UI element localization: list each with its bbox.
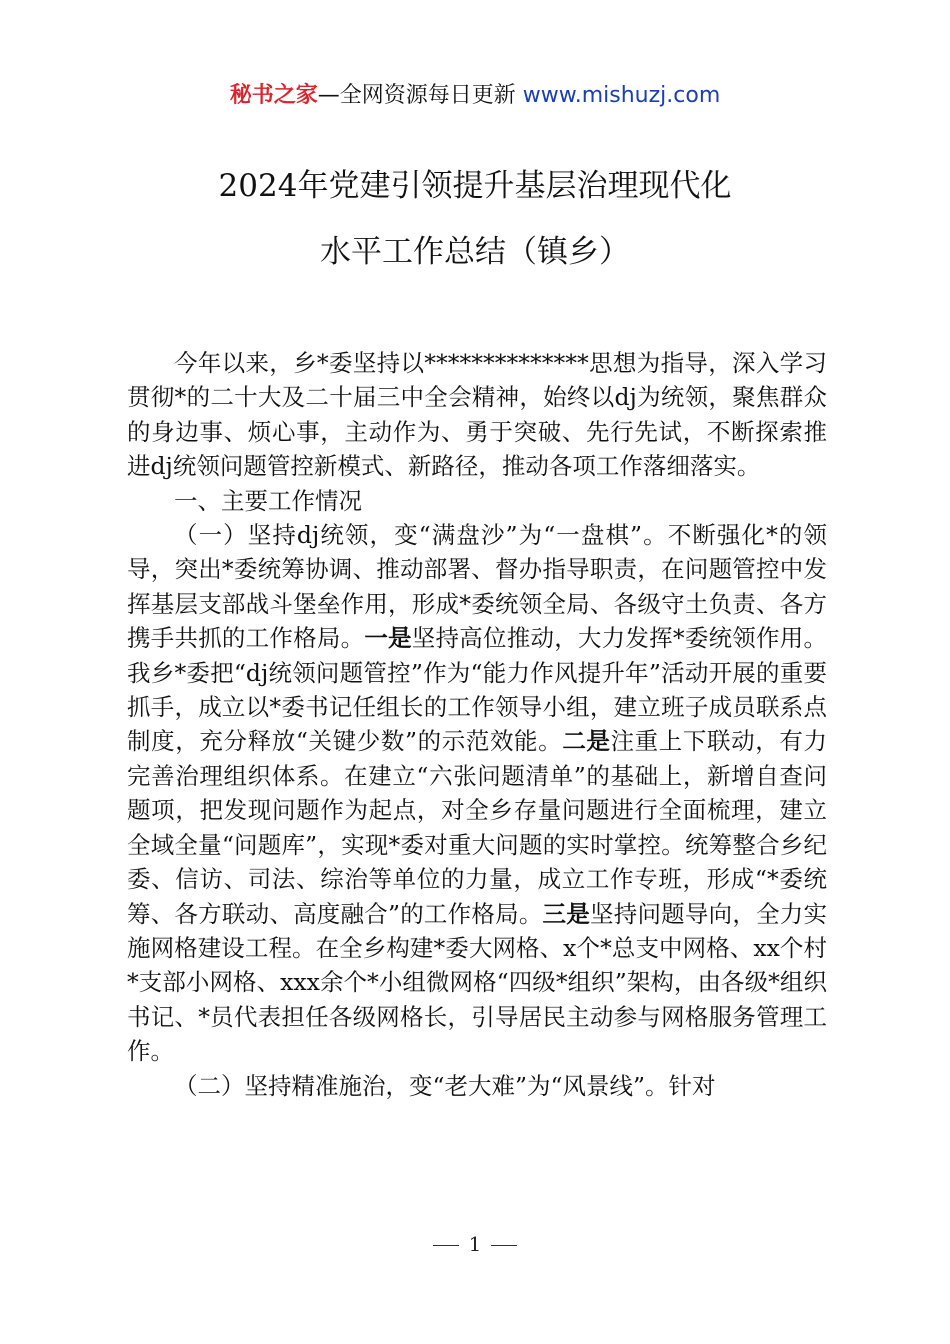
page-footer — [0, 1232, 950, 1256]
footer-dash-left — [433, 1245, 459, 1246]
site-brand: 秘书之家 — [229, 83, 318, 108]
page-number: 1 — [468, 1232, 482, 1256]
footer-dash-right — [491, 1245, 517, 1246]
point2-text: 注重上下联动，有力完善治理组织体系。在建立“六张问题清单”的基础上，新增自查问题项，把发现问题作为起点，对全乡存量问题进行全面梳理，建立全域全量“问题库”，实现*委对重大问题的实时掌控。统筹整合乡纪委、信访、司法、综治等单位的力量，成立工作专班，形成“*委统筹、各方联动、高度融合”的工作格局。 — [127, 727, 828, 928]
subsection2-paragraph: （二）坚持精准施治，变“老大难”为“风景线”。针对 — [174, 1071, 716, 1100]
site-url-link[interactable]: www.mishuzj.com — [522, 83, 721, 108]
site-tagline: —全网资源每日更新 — [317, 83, 516, 108]
point3-label: 三是 — [542, 899, 590, 928]
document-title-line2: 水平工作总结（镇乡） — [320, 234, 630, 270]
point2-label: 二是 — [562, 727, 611, 756]
subsection1-text: （一）坚持dj统领，变“满盘沙”为“一盘棋”。不断强化*的领导，突出*委统筹协调、推动部署、督办指导职责，在问题管控中发挥基层支部战斗堡垒作用，形成*委统领全局、各级守土负责、各方携手共抓的工作格局。 — [127, 521, 827, 653]
point1-label: 一是 — [364, 624, 412, 653]
section-heading: 一、主要工作情况 — [174, 486, 362, 515]
point3-text: 坚持问题导向，全力实施网格建设工程。在全乡构建*委大网格、x个*总支中网格、xx个村*支部小网格、xxx余个*小组微网格“四级*组织”架构，由各级*组织书记、*员代表担任各级网格长，引导居民主动参与网格服务管理工作。 — [127, 899, 828, 1066]
document-body — [127, 346, 827, 1103]
site-header — [0, 80, 950, 112]
intro-paragraph: 今年以来，乡*委坚持以**************思想为指导，深入学习贯彻*的二十大及二十届三中全会精神，始终以dj为统领，聚焦群众的身边事、烦心事，主动作为、勇于突破、先行先试，不断探索推进dj统领问题管控新模式、新路径，推动各项工作落细落实。 — [127, 349, 827, 481]
point1-text: 坚持高位推动，大力发挥*委统领作用。我乡*委把“dj统领问题管控”作为“能力作风提升年”活动开展的重要抓手，成立以*委书记任组长的工作领导小组，建立班子成员联系点制度，充分释放“关键少数”的示范效能。 — [127, 624, 828, 756]
section1-paragraph — [127, 518, 827, 1069]
document-title-line1: 2024年党建引领提升基层治理现代化 — [218, 168, 732, 204]
